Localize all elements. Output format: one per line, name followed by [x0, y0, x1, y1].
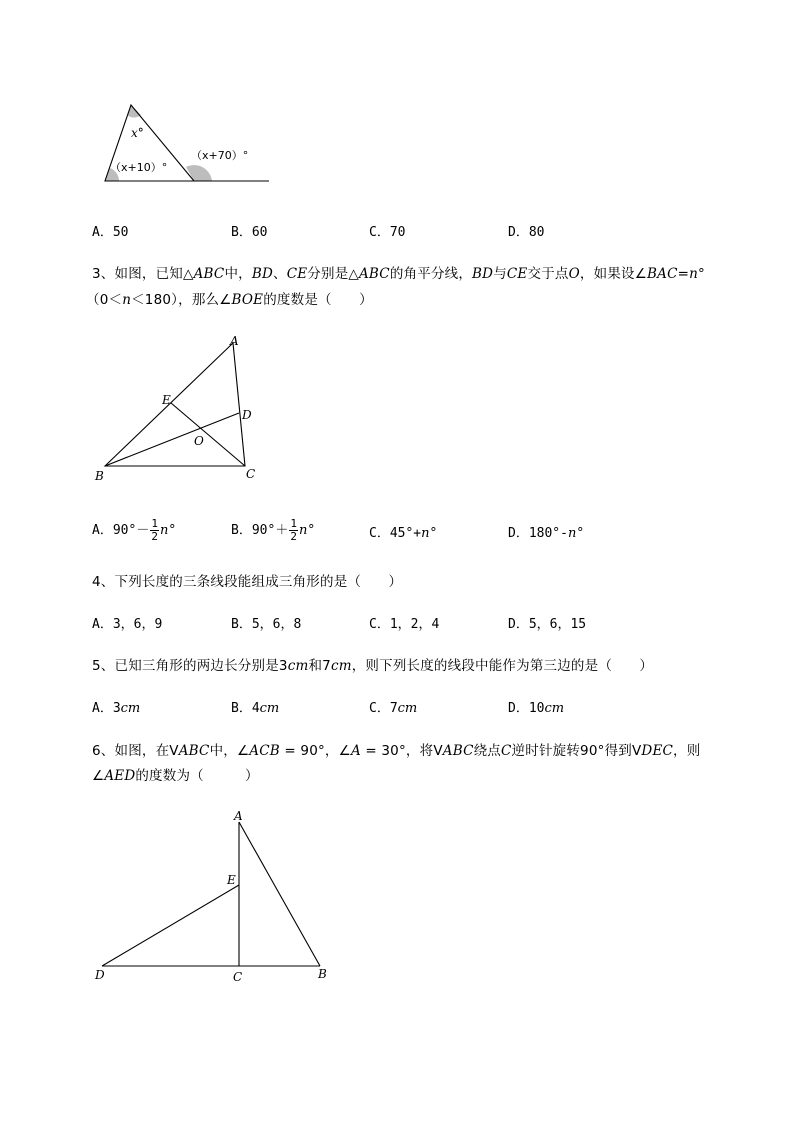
- question-6-stem-line2: ∠AED的度数为（ ）: [92, 768, 259, 784]
- segment-de: [102, 885, 239, 966]
- question-3-stem-line1: 3、如图，已知△ABC中，BD、CE分别是△ABC的角平分线，BD与CE交于点O，如果设∠BAC=n°: [92, 266, 705, 282]
- option-a[interactable]: A．50: [92, 225, 129, 240]
- label-e: E: [162, 393, 171, 407]
- fraction-half: $\frac{1}{2}$: [151, 517, 158, 543]
- angle-top-label: x°: [131, 126, 144, 140]
- option-c[interactable]: C．45°+n°: [369, 526, 438, 541]
- label-c: C: [233, 970, 243, 984]
- triangle-exterior-angle-figure: [95, 95, 280, 190]
- label-b: B: [318, 967, 327, 981]
- angle-exterior-label: （x+70）°: [191, 149, 249, 162]
- label-d: D: [242, 408, 252, 422]
- fraction-half: $\frac{1}{2}$: [290, 517, 297, 543]
- question-5-stem: 5、已知三角形的两边长分别是3cm和7cm，则下列长度的线段中能作为第三边的是（ ）: [92, 658, 654, 674]
- question-3-stem-line2: （0＜n＜180），那么∠BOE的度数是（ ）: [86, 292, 373, 308]
- label-b: B: [95, 469, 104, 483]
- option-c[interactable]: C．1，2，4: [369, 617, 440, 632]
- option-a[interactable]: A．90°－ $\frac{1}{2}$ n°: [92, 517, 177, 543]
- label-d: D: [95, 968, 105, 982]
- label-o: O: [194, 434, 204, 448]
- question-4-stem: 4、下列长度的三条线段能组成三角形的是（ ）: [92, 574, 403, 590]
- label-a: A: [234, 809, 243, 823]
- option-d[interactable]: D．5，6，15: [508, 617, 587, 632]
- option-d[interactable]: D．180°-n°: [508, 526, 585, 541]
- option-d[interactable]: D．10cm: [508, 701, 565, 716]
- option-d[interactable]: D．80: [508, 225, 545, 240]
- label-a: A: [230, 334, 239, 348]
- question-6-stem-line1: 6、如图，在VABC中，∠ACB = 90°，∠A = 30°，将VABC绕点C逆时针旋转90°得到VDEC，则: [92, 743, 701, 759]
- label-e: E: [227, 873, 236, 887]
- option-b[interactable]: B．60: [231, 225, 268, 240]
- bisector-bd: [105, 413, 239, 466]
- segment-ab: [239, 822, 320, 966]
- rotation-figure: [90, 805, 340, 990]
- option-b[interactable]: B．5，6，8: [231, 617, 302, 632]
- option-c[interactable]: C．70: [369, 225, 406, 240]
- option-c[interactable]: C．7cm: [369, 701, 418, 716]
- option-a[interactable]: A．3，6，9: [92, 617, 163, 632]
- option-a[interactable]: A．3cm: [92, 701, 141, 716]
- angle-left-label: （x+10）°: [110, 161, 168, 174]
- label-c: C: [246, 467, 256, 481]
- triangle-bisectors-figure: [90, 330, 270, 490]
- option-b[interactable]: B．90°＋ $\frac{1}{2}$ n°: [231, 517, 316, 543]
- option-b[interactable]: B．4cm: [231, 701, 280, 716]
- bisector-ce: [171, 403, 245, 466]
- angle-exterior-shade: [186, 165, 212, 181]
